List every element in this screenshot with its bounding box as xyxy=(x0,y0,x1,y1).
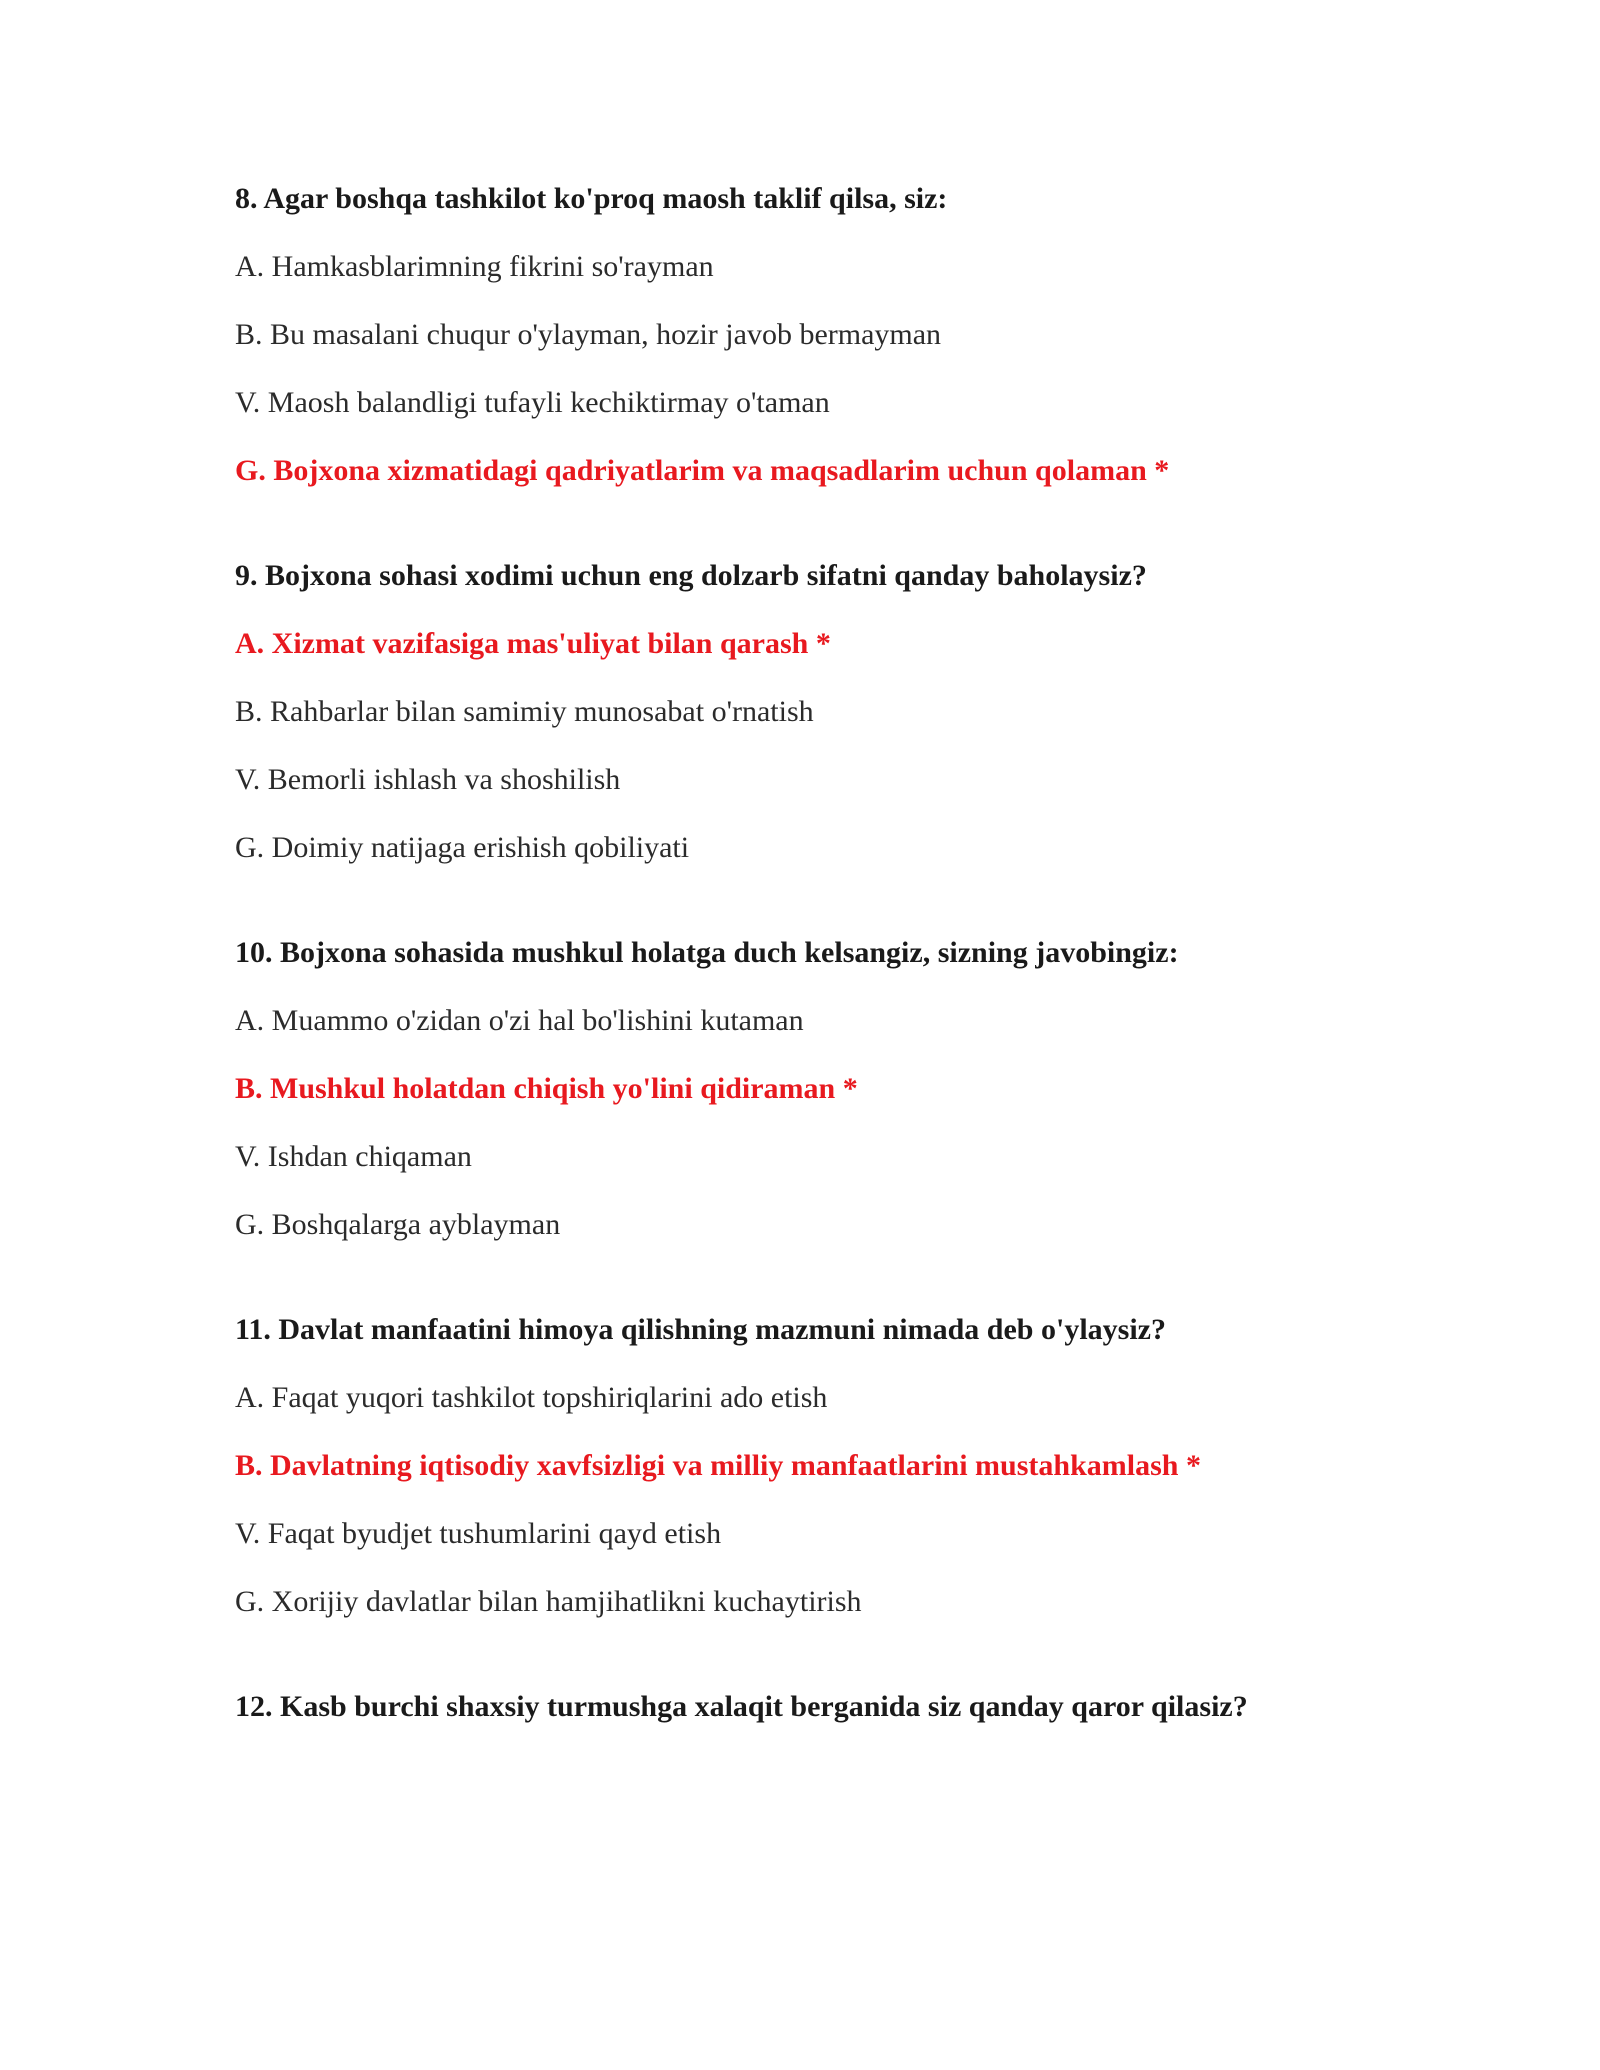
question-title: 9. Bojxona sohasi xodimi uchun eng dolzarb sifatni qanday baholaysiz? xyxy=(235,559,1147,592)
correct-answer-option: B. Mushkul holatdan chiqish yo'lini qidiraman * xyxy=(235,1072,858,1105)
question-title: 11. Davlat manfaatini himoya qilishning mazmuni nimada deb o'ylaysiz? xyxy=(235,1313,1166,1346)
question-block-8 xyxy=(235,180,1435,490)
answer-option: V. Ishdan chiqaman xyxy=(235,1140,472,1173)
quiz-content xyxy=(235,180,1435,1756)
correct-answer-option: A. Xizmat vazifasiga mas'uliyat bilan qarash * xyxy=(235,627,831,660)
answer-option: G. Xorijiy davlatlar bilan hamjihatlikni kuchaytirish xyxy=(235,1585,862,1618)
question-title: 12. Kasb burchi shaxsiy turmushga xalaqit berganida siz qanday qaror qilasiz? xyxy=(235,1690,1248,1723)
answer-option: V. Faqat byudjet tushumlarini qayd etish xyxy=(235,1517,722,1550)
answer-option: A. Hamkasblarimning fikrini so'rayman xyxy=(235,250,714,283)
question-title: 10. Bojxona sohasida mushkul holatga duch kelsangiz, sizning javobingiz: xyxy=(235,936,1179,969)
answer-option: B. Bu masalani chuqur o'ylayman, hozir javob bermayman xyxy=(235,318,942,351)
answer-option: B. Rahbarlar bilan samimiy munosabat o'rnatish xyxy=(235,695,814,728)
answer-option: V. Maosh balandligi tufayli kechiktirmay o'taman xyxy=(235,386,830,419)
question-block-11 xyxy=(235,1311,1435,1621)
answer-option: G. Boshqalarga ayblayman xyxy=(235,1208,561,1241)
question-title: 8. Agar boshqa tashkilot ko'proq maosh taklif qilsa, siz: xyxy=(235,182,948,215)
correct-answer-option: G. Bojxona xizmatidagi qadriyatlarim va maqsadlarim uchun qolaman * xyxy=(235,454,1170,487)
answer-option: A. Faqat yuqori tashkilot topshiriqlarini ado etish xyxy=(235,1381,828,1414)
question-block-10 xyxy=(235,934,1435,1244)
answer-option: A. Muammo o'zidan o'zi hal bo'lishini kutaman xyxy=(235,1004,804,1037)
correct-answer-option: B. Davlatning iqtisodiy xavfsizligi va milliy manfaatlarini mustahkamlash * xyxy=(235,1449,1201,1482)
question-block-9 xyxy=(235,557,1435,867)
answer-option: G. Doimiy natijaga erishish qobiliyati xyxy=(235,831,690,864)
question-block-12 xyxy=(235,1688,1435,1726)
answer-option: V. Bemorli ishlash va shoshilish xyxy=(235,763,621,796)
